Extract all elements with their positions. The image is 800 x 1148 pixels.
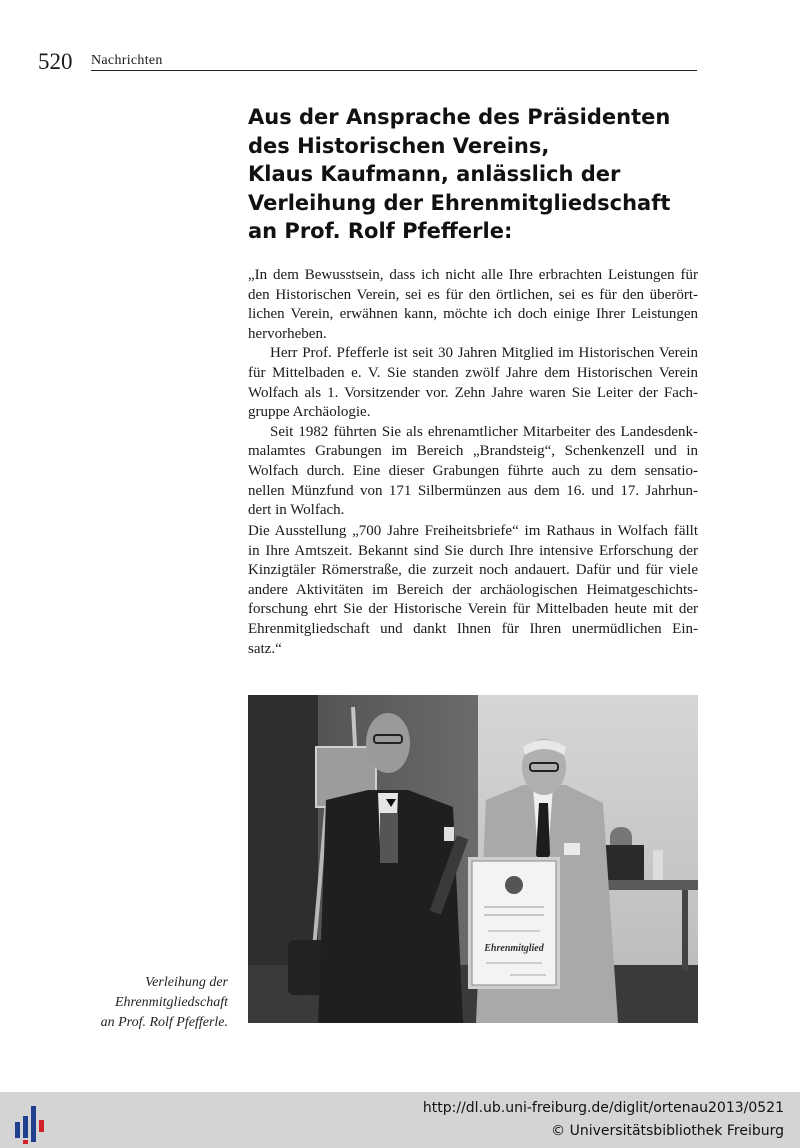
photo-caption bbox=[60, 973, 228, 1033]
page-number: 520 bbox=[38, 49, 73, 74]
text-line: hervorheben. bbox=[248, 325, 327, 342]
text-line: Wolfach durch. Eine dieser Grabungen führte auch zu dem sensatio- bbox=[248, 462, 698, 479]
caption-line: an Prof. Rolf Pfefferle. bbox=[100, 1015, 228, 1030]
award-photo bbox=[248, 695, 698, 1023]
caption-line: Ehrenmitgliedschaft bbox=[114, 995, 228, 1010]
header-rule bbox=[91, 70, 697, 71]
running-head: Nachrichten bbox=[91, 53, 163, 68]
speech-text-block-1 bbox=[248, 266, 698, 521]
text-line: satz.“ bbox=[248, 640, 282, 657]
text-line: forschung ehrt Sie der Historische Verein für Mittelbaden heute mit der bbox=[248, 601, 698, 618]
caption-line: Verleihung der bbox=[145, 975, 228, 990]
text-line: Kinzigtäler Römerstraße, die zurzeit noch andauert. Dafür und für viele bbox=[248, 562, 698, 579]
text-line: für Mittelbaden e. V. Sie standen zwölf Jahre dem Historischen Verein bbox=[248, 364, 698, 381]
text-line: Herr Prof. Pfefferle ist seit 30 Jahren Mitglied im Historischen Verein bbox=[270, 345, 698, 362]
title-line: Aus der Ansprache des Präsidenten bbox=[248, 105, 671, 129]
article-title bbox=[248, 103, 708, 246]
text-line: in Ihre Amtszeit. Bekannt sind Sie durch Ihre intensive Erforschung der bbox=[248, 542, 698, 559]
title-line: des Historischen Vereins, bbox=[248, 133, 550, 158]
text-line: lichen Verein, erwähnen kann, möchte ich doch einige Ihrer Leistungen bbox=[248, 306, 698, 323]
footer-url-link[interactable]: http://dl.ub.uni-freiburg.de/diglit/ortenau2013/0521 bbox=[422, 1100, 784, 1116]
title-line: Verleihung der Ehrenmitgliedschaft bbox=[248, 190, 671, 215]
title-line: an Prof. Rolf Pfefferle: bbox=[248, 219, 513, 244]
text-line: Ehrenmitgliedschaft und dankt Ihnen für Ihren unermüdlichen Ein- bbox=[248, 620, 698, 637]
text-line: dert in Wolfach. bbox=[248, 502, 345, 519]
text-line: nellen Münzfund von 171 Silbermünzen aus dem 16. und 17. Jahrhun- bbox=[248, 482, 698, 499]
library-logo bbox=[14, 1100, 50, 1144]
certificate-heading: Ehrenmitglied bbox=[484, 943, 544, 954]
text-line: Seit 1982 führten Sie als ehrenamtlicher Mitarbeiter des Landesdenk- bbox=[270, 423, 698, 440]
footer-copyright: © Universitätsbibliothek Freiburg bbox=[551, 1123, 784, 1139]
text-line: malamtes Grabungen im Bereich „Brandsteig“, Schenkenzell und in bbox=[248, 443, 698, 460]
text-line: Wolfach als 1. Vorsitzender vor. Zehn Jahre waren Sie Leiter der Fach- bbox=[248, 384, 698, 401]
speech-text-block-2 bbox=[248, 522, 698, 659]
text-line: Die Ausstellung „700 Jahre Freiheitsbriefe“ im Rathaus in Wolfach fällt bbox=[248, 523, 698, 539]
title-line: Klaus Kaufmann, anlässlich der bbox=[248, 162, 621, 187]
text-line: den Historischen Verein, sei es für den örtlichen, sei es für den überört- bbox=[248, 286, 698, 303]
text-line: gruppe Archäologie. bbox=[248, 404, 371, 421]
text-line: andere Aktivitäten im Bereich der archäologischen Heimatgeschichts- bbox=[248, 581, 698, 598]
text-line: „In dem Bewusstsein, dass ich nicht alle Ihre erbrachten Leistungen für bbox=[248, 267, 698, 283]
